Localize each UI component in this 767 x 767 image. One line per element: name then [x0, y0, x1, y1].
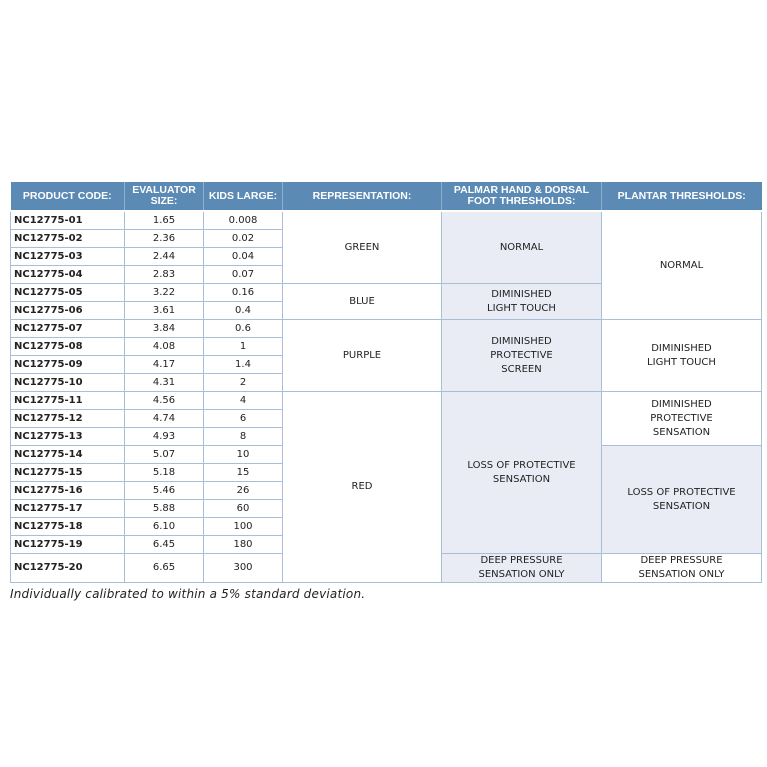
- product-code-cell: NC12775-02: [11, 230, 125, 248]
- product-code-cell: NC12775-04: [11, 266, 125, 284]
- evaluator-size-cell: 2.44: [125, 248, 204, 266]
- kids-large-cell: 8: [204, 428, 283, 446]
- product-code-cell: NC12775-09: [11, 356, 125, 374]
- kids-large-cell: 0.6: [204, 320, 283, 338]
- header-representation: REPRESENTATION:: [283, 182, 442, 211]
- evaluator-size-cell: 5.46: [125, 482, 204, 500]
- kids-large-cell: 1: [204, 338, 283, 356]
- kids-large-cell: 100: [204, 518, 283, 536]
- kids-large-cell: 0.04: [204, 248, 283, 266]
- representation-blue: BLUE: [283, 284, 442, 320]
- header-palmar-thresholds: PALMAR HAND & DORSAL FOOT THRESHOLDS:: [442, 182, 602, 211]
- product-code-cell: NC12775-01: [11, 211, 125, 230]
- evaluator-size-cell: 4.93: [125, 428, 204, 446]
- evaluator-size-cell: 5.18: [125, 464, 204, 482]
- representation-purple: PURPLE: [283, 320, 442, 392]
- kids-large-cell: 1.4: [204, 356, 283, 374]
- evaluator-size-cell: 6.45: [125, 536, 204, 554]
- plantar-loss-of-protective-sensation: LOSS OF PROTECTIVE SENSATION: [602, 446, 762, 554]
- kids-large-cell: 10: [204, 446, 283, 464]
- kids-large-cell: 0.008: [204, 211, 283, 230]
- product-code-cell: NC12775-15: [11, 464, 125, 482]
- header-kids-large: KIDS LARGE:: [204, 182, 283, 211]
- palmar-normal: NORMAL: [442, 211, 602, 284]
- product-spec-sheet: [10, 182, 761, 601]
- evaluator-size-cell: 6.10: [125, 518, 204, 536]
- evaluator-size-cell: 4.17: [125, 356, 204, 374]
- table-row: [11, 392, 762, 410]
- product-code-cell: NC12775-19: [11, 536, 125, 554]
- kids-large-cell: 300: [204, 554, 283, 583]
- kids-large-cell: 60: [204, 500, 283, 518]
- kids-large-cell: 26: [204, 482, 283, 500]
- palmar-diminished-light-touch: DIMINISHED LIGHT TOUCH: [442, 284, 602, 320]
- representation-red: RED: [283, 392, 442, 583]
- plantar-diminished-protective-sensation: DIMINISHED PROTECTIVE SENSATION: [602, 392, 762, 446]
- kids-large-cell: 0.16: [204, 284, 283, 302]
- product-code-cell: NC12775-17: [11, 500, 125, 518]
- product-code-cell: NC12775-14: [11, 446, 125, 464]
- header-evaluator-size: EVALUATOR SIZE:: [125, 182, 204, 211]
- evaluator-size-cell: 3.22: [125, 284, 204, 302]
- table-row: [11, 211, 762, 230]
- kids-large-cell: 4: [204, 392, 283, 410]
- product-code-cell: NC12775-16: [11, 482, 125, 500]
- evaluator-size-cell: 3.84: [125, 320, 204, 338]
- kids-large-cell: 0.07: [204, 266, 283, 284]
- kids-large-cell: 6: [204, 410, 283, 428]
- evaluator-size-cell: 5.88: [125, 500, 204, 518]
- evaluator-size-cell: 6.65: [125, 554, 204, 583]
- product-code-cell: NC12775-06: [11, 302, 125, 320]
- header-plantar-thresholds: PLANTAR THRESHOLDS:: [602, 182, 762, 211]
- product-code-cell: NC12775-11: [11, 392, 125, 410]
- plantar-diminished-light-touch: DIMINISHED LIGHT TOUCH: [602, 320, 762, 392]
- evaluator-size-cell: 2.36: [125, 230, 204, 248]
- product-code-cell: NC12775-12: [11, 410, 125, 428]
- evaluator-size-cell: 5.07: [125, 446, 204, 464]
- kids-large-cell: 0.4: [204, 302, 283, 320]
- representation-green: GREEN: [283, 211, 442, 284]
- evaluator-size-cell: 1.65: [125, 211, 204, 230]
- product-code-cell: NC12775-10: [11, 374, 125, 392]
- plantar-deep-pressure: DEEP PRESSURE SENSATION ONLY: [602, 554, 762, 583]
- calibration-footnote: Individually calibrated to within a 5% standard deviation.: [10, 587, 366, 601]
- kids-large-cell: 2: [204, 374, 283, 392]
- evaluator-size-cell: 2.83: [125, 266, 204, 284]
- plantar-normal: NORMAL: [602, 211, 762, 320]
- evaluator-size-cell: 4.31: [125, 374, 204, 392]
- product-code-cell: NC12775-03: [11, 248, 125, 266]
- kids-large-cell: 15: [204, 464, 283, 482]
- product-code-cell: NC12775-18: [11, 518, 125, 536]
- palmar-loss-of-protective-sensation: LOSS OF PROTECTIVE SENSATION: [442, 392, 602, 554]
- evaluator-size-cell: 4.56: [125, 392, 204, 410]
- evaluator-size-cell: 4.74: [125, 410, 204, 428]
- product-code-cell: NC12775-20: [11, 554, 125, 583]
- palmar-deep-pressure: DEEP PRESSURE SENSATION ONLY: [442, 554, 602, 583]
- product-code-cell: NC12775-05: [11, 284, 125, 302]
- product-code-cell: NC12775-13: [11, 428, 125, 446]
- kids-large-cell: 0.02: [204, 230, 283, 248]
- product-code-cell: NC12775-08: [11, 338, 125, 356]
- evaluator-size-cell: 4.08: [125, 338, 204, 356]
- kids-large-cell: 180: [204, 536, 283, 554]
- palmar-diminished-protective: DIMINISHED PROTECTIVE SCREEN: [442, 320, 602, 392]
- product-code-cell: NC12775-07: [11, 320, 125, 338]
- header-row: [11, 182, 762, 211]
- specs-table: [10, 182, 762, 583]
- header-product-code: PRODUCT CODE:: [11, 182, 125, 211]
- evaluator-size-cell: 3.61: [125, 302, 204, 320]
- table-row: [11, 320, 762, 338]
